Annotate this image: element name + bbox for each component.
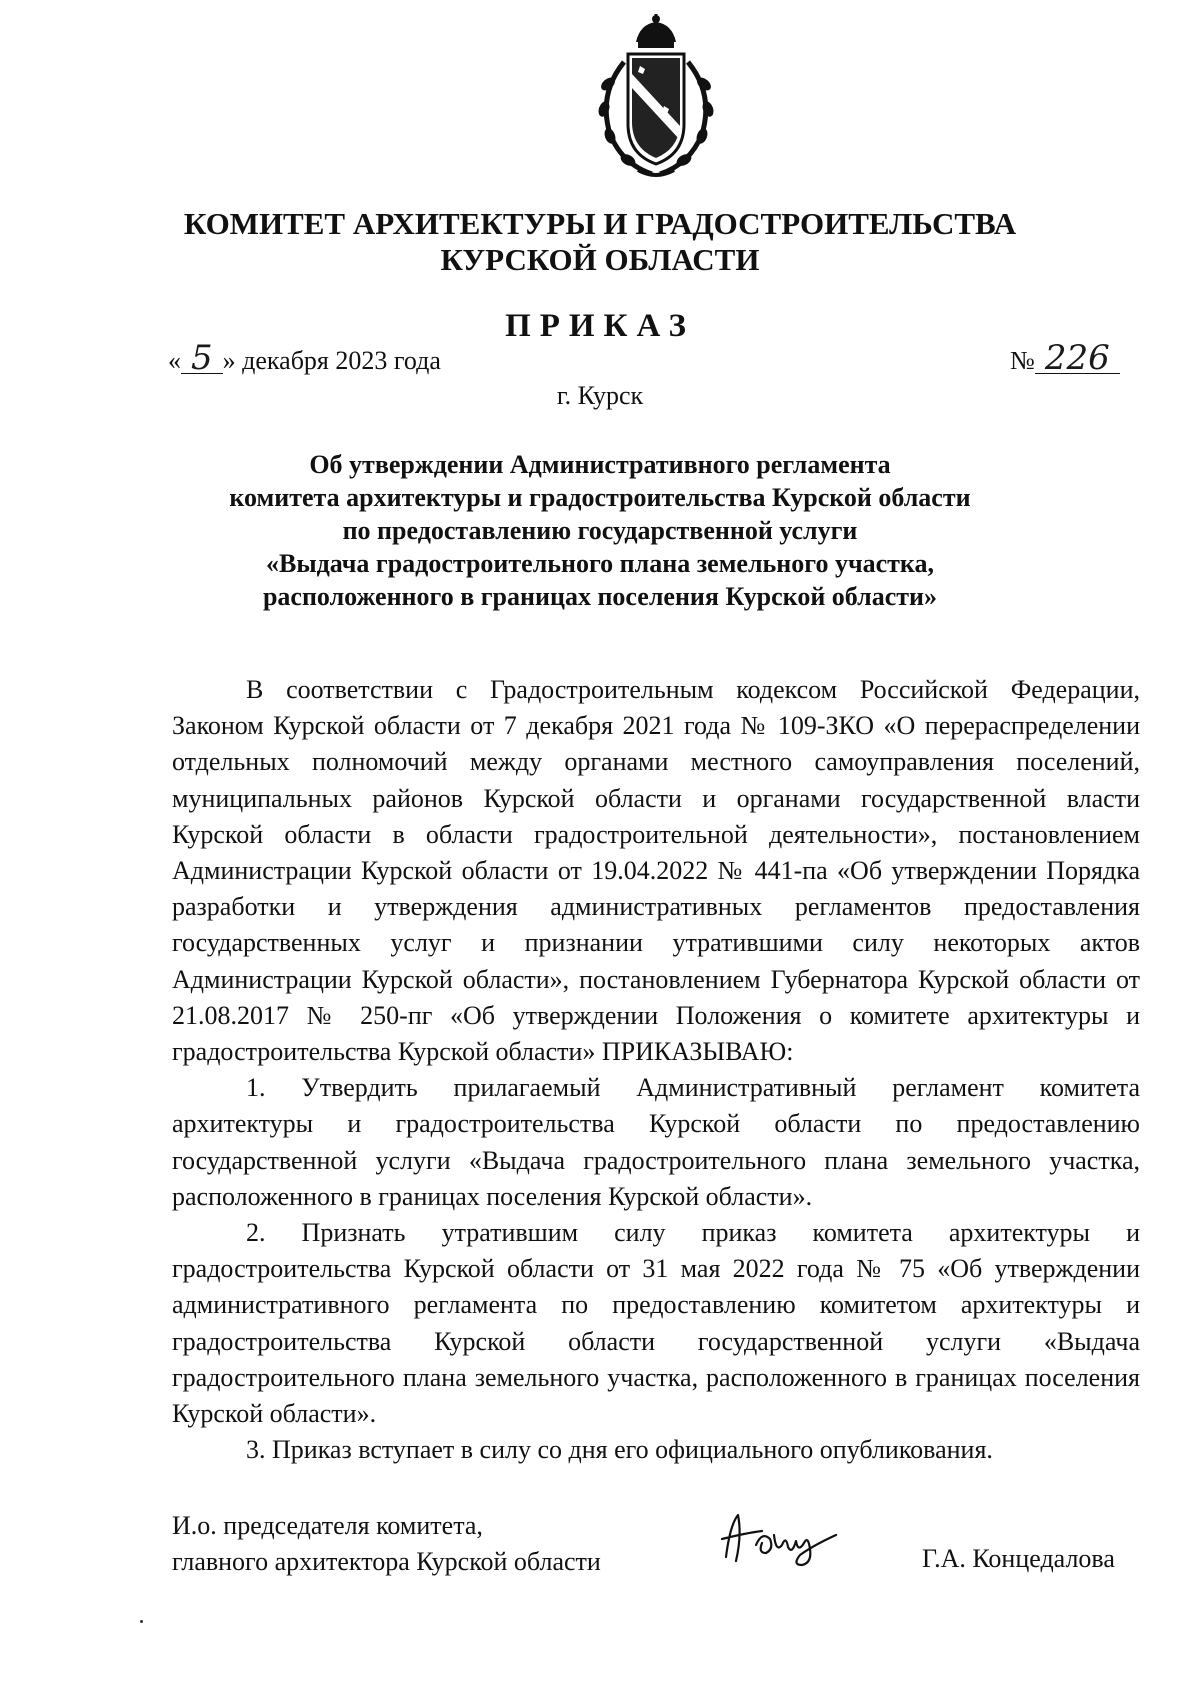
date-rest: » декабря 2023 года (222, 346, 441, 375)
date-open-quote: « (168, 346, 181, 375)
document-date (168, 338, 441, 378)
org-line-1: КОМИТЕТ АРХИТЕКТУРЫ И ГРАДОСТРОИТЕЛЬСТВА (183, 206, 1017, 241)
signature-icon (716, 1505, 856, 1575)
title-line-5: расположенного в границах поселения Курской области» (262, 582, 938, 611)
number-handwritten: 226 (1035, 343, 1120, 374)
position-line-1: И.о. председателя комитета, (172, 1511, 483, 1540)
item-2-paragraph: 2. Признать утратившим силу приказ комитета архитектуры и градостроительства Курской области от 31 мая 2022 года № 75 «Об утверждении административного регламента по предоставлению комитетом архитектуры и градостроительства Курской области государственной услуги «Выдача градостроительного плана земельного участка, расположенного в границах поселения Курской области». (172, 1218, 1140, 1429)
title-line-3: по предоставлению государственной услуги (342, 516, 858, 545)
signatory-name: Г.А. Концедалова (922, 1544, 1115, 1573)
org-line-2: КУРСКОЙ ОБЛАСТИ (440, 242, 760, 277)
date-day-handwritten: 5 (181, 343, 223, 374)
scan-speck (140, 1620, 143, 1623)
organization-name (0, 206, 1200, 278)
document-title (0, 448, 1200, 613)
document-body (172, 672, 1140, 1468)
document-city: г. Курск (556, 381, 644, 410)
title-line-1: Об утверждении Административного регламента (309, 450, 891, 479)
signatory-position (172, 1508, 601, 1580)
document-number (1010, 338, 1120, 378)
preamble-paragraph: В соответствии с Градостроительным кодексом Российской Федерации, Законом Курской области от 7 декабря 2021 года № 109-ЗКО «О перераспределении отдельных полномочий между органами местного самоуправления поселений, муниципальных районов Курской области и органами государственной власти Курской области в области градостроительной деятельности», постановлением Администрации Курской области от 19.04.2022 № 441-па «Об утверждении Порядка разработки и утверждения административных регламентов предоставления государственных услуг и признании утратившими силу некоторых актов Администрации Курской области», постановлением Губернатора Курской области от 21.08.2017 № 250-пг «Об утверждении Положения о комитете архитектуры и градостроительства Курской области» ПРИКАЗЫВАЮ: (172, 675, 1140, 1067)
title-line-4: «Выдача градостроительного плана земельного участка, (265, 549, 934, 578)
position-line-2: главного архитектора Курской области (172, 1547, 601, 1576)
number-prefix: № (1010, 346, 1035, 375)
coat-of-arms-icon (588, 14, 724, 184)
item-3-paragraph: 3. Приказ вступает в силу со дня его официального опубликования. (246, 1435, 993, 1465)
item-1-paragraph: 1. Утвердить прилагаемый Административный регламент комитета архитектуры и градостроительства Курской области по предоставлению государственной услуги «Выдача градостроительного плана земельного участка, расположенного в границах поселения Курской области». (172, 1073, 1140, 1211)
title-line-2: комитета архитектуры и градостроительства Курской области (229, 483, 971, 512)
document-type: ПРИКАЗ (505, 308, 695, 344)
